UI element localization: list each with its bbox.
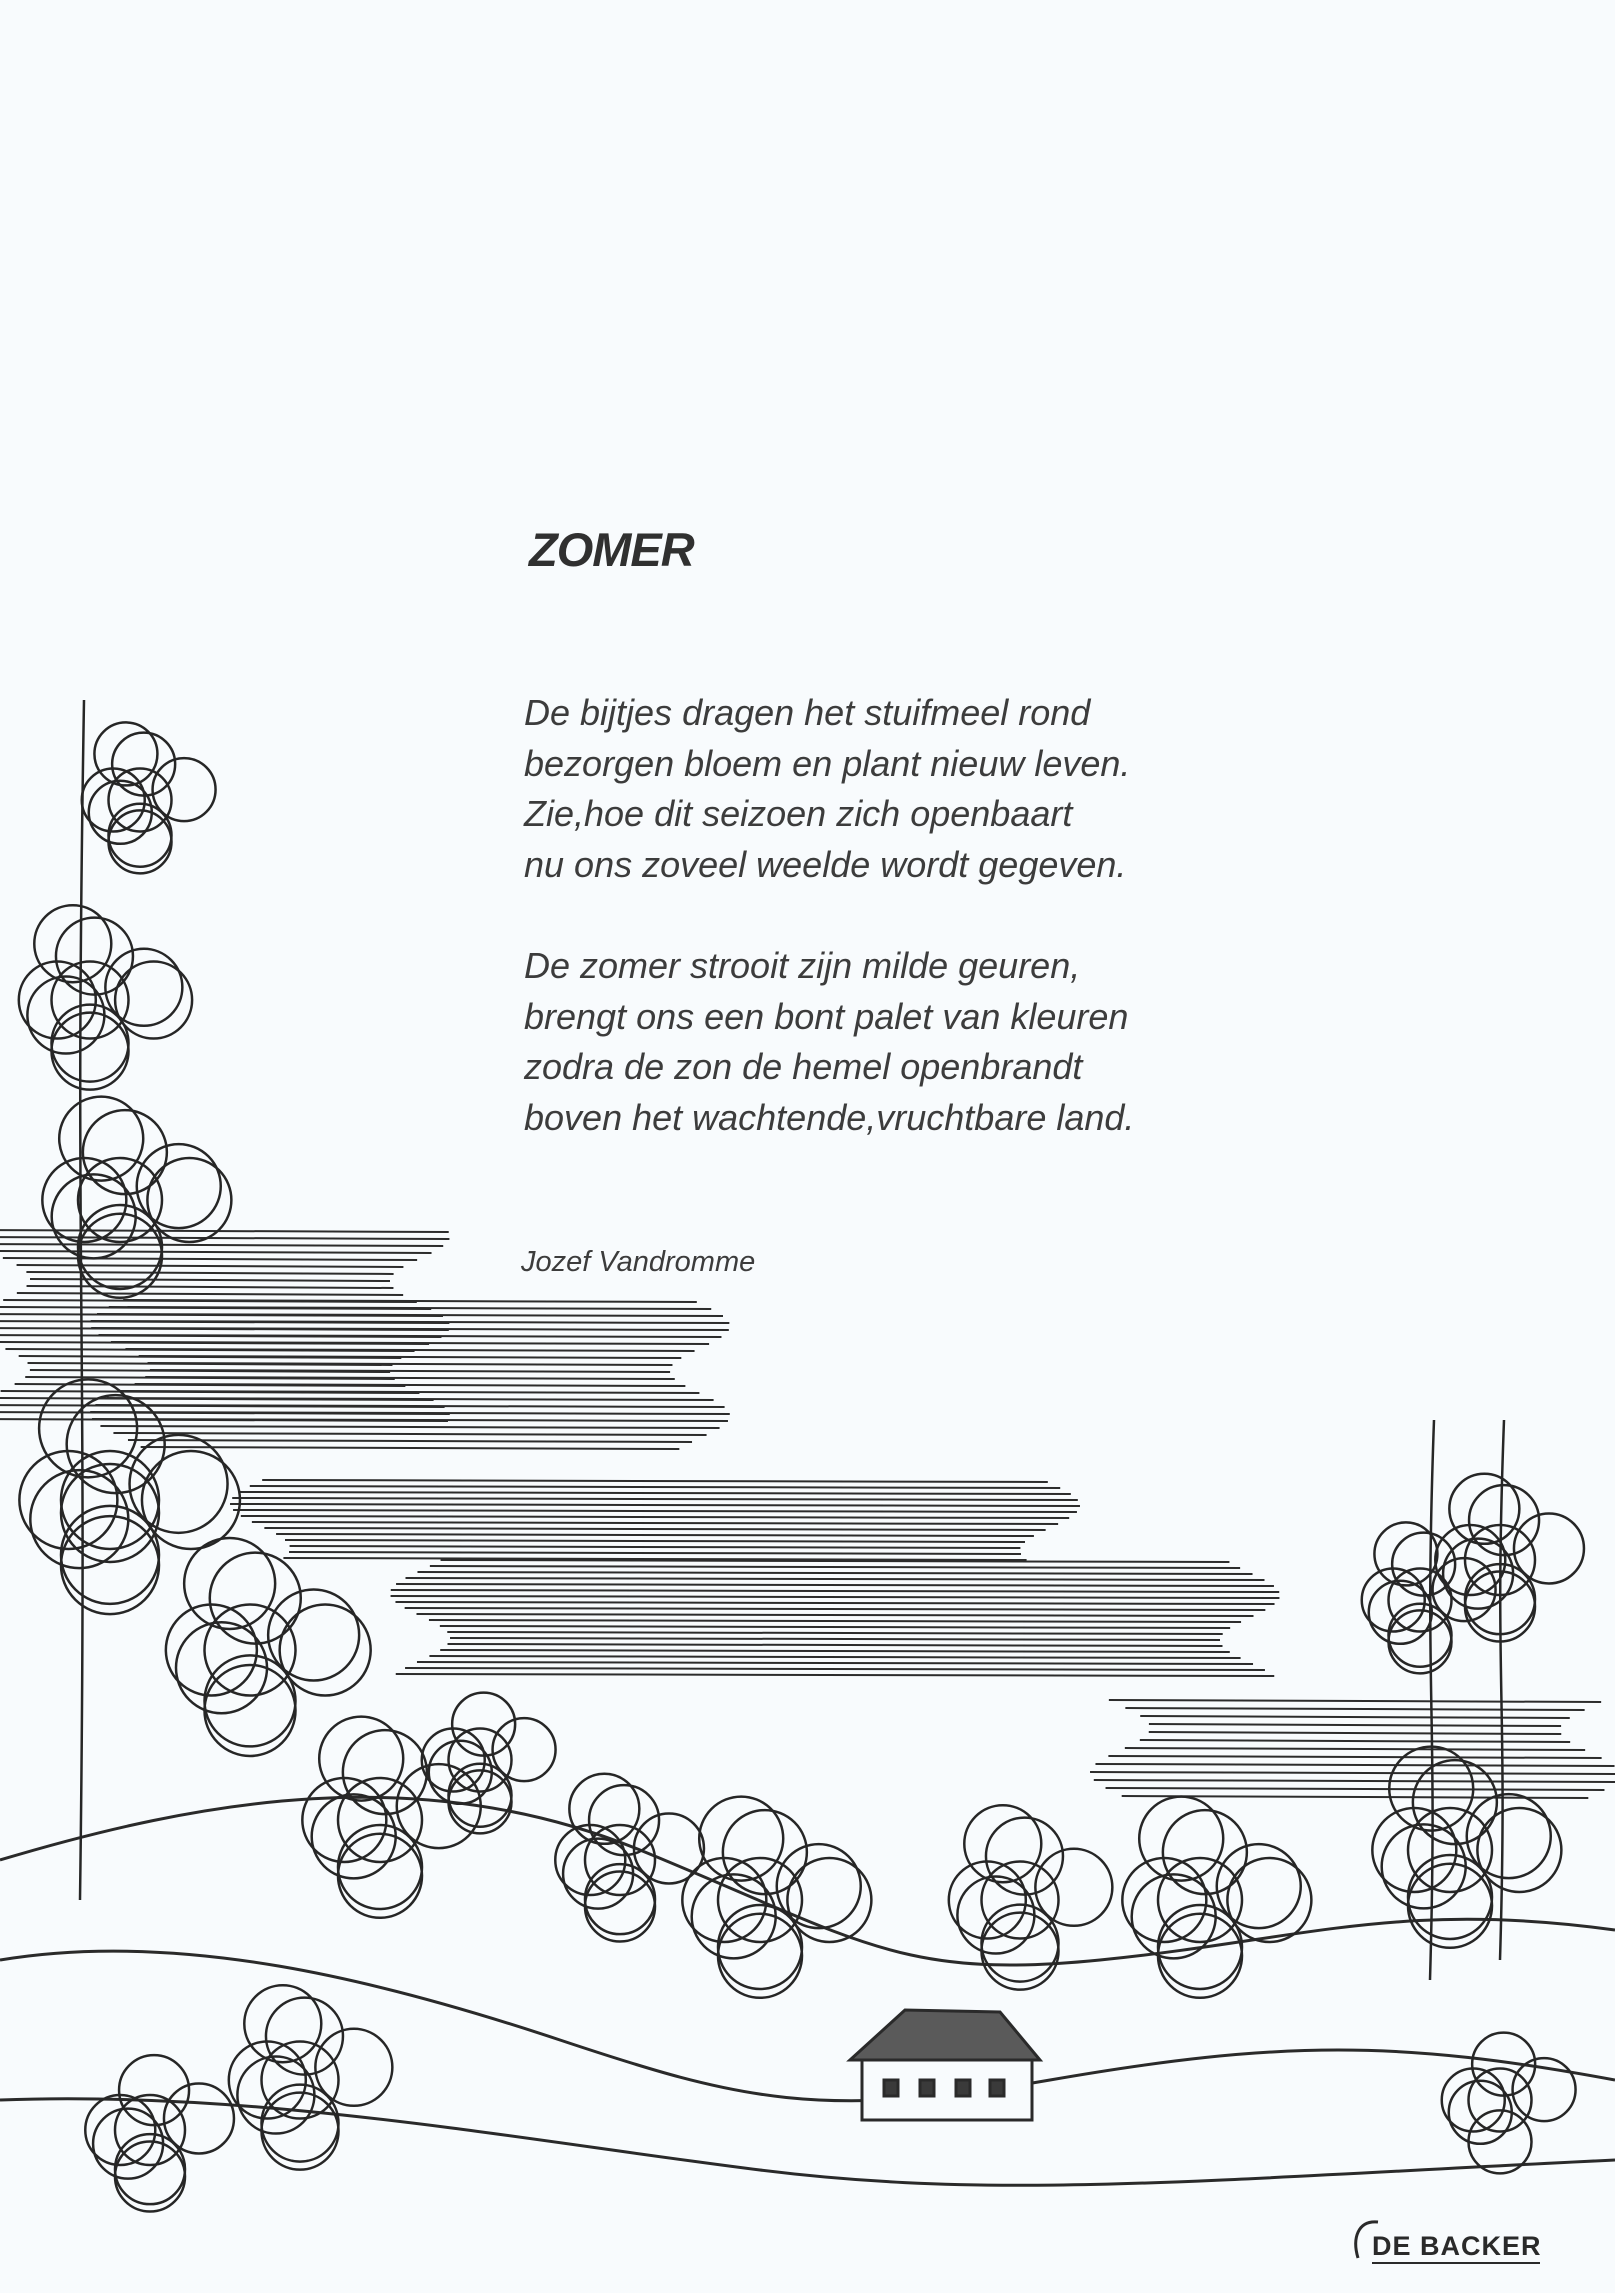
poem-line: nu ons zoveel weelde wordt gegeven. [524,843,1127,885]
poem-line: De zomer strooit zijn milde geuren, [524,945,1081,986]
poem-line: Zie,hoe dit seizoen zich openbaart [524,793,1073,834]
poem-title: ZOMER [529,523,694,576]
poem-stanza-2 [524,941,1134,1143]
poem-stanza-1 [524,688,1130,890]
poem-line: boven het wachtende,vruchtbare land. [524,1096,1135,1138]
poem-author: Jozef Vandromme [521,1246,756,1278]
poem-line: bezorgen bloem en plant nieuw leven. [524,742,1131,784]
poem-line: De bijtjes dragen het stuifmeel rond [524,692,1091,733]
poem-line: zodra de zon de hemel openbrandt [524,1046,1083,1087]
poem-line: brengt ons een bont palet van kleuren [524,995,1129,1037]
farmhouse [850,2010,1040,2120]
sky-cloud-hatching [0,1230,1615,1798]
svg-text:DE BACKER: DE BACKER [1372,2231,1542,2261]
tree-foliage [19,700,1584,2212]
artist-signature [1356,2222,1542,2263]
